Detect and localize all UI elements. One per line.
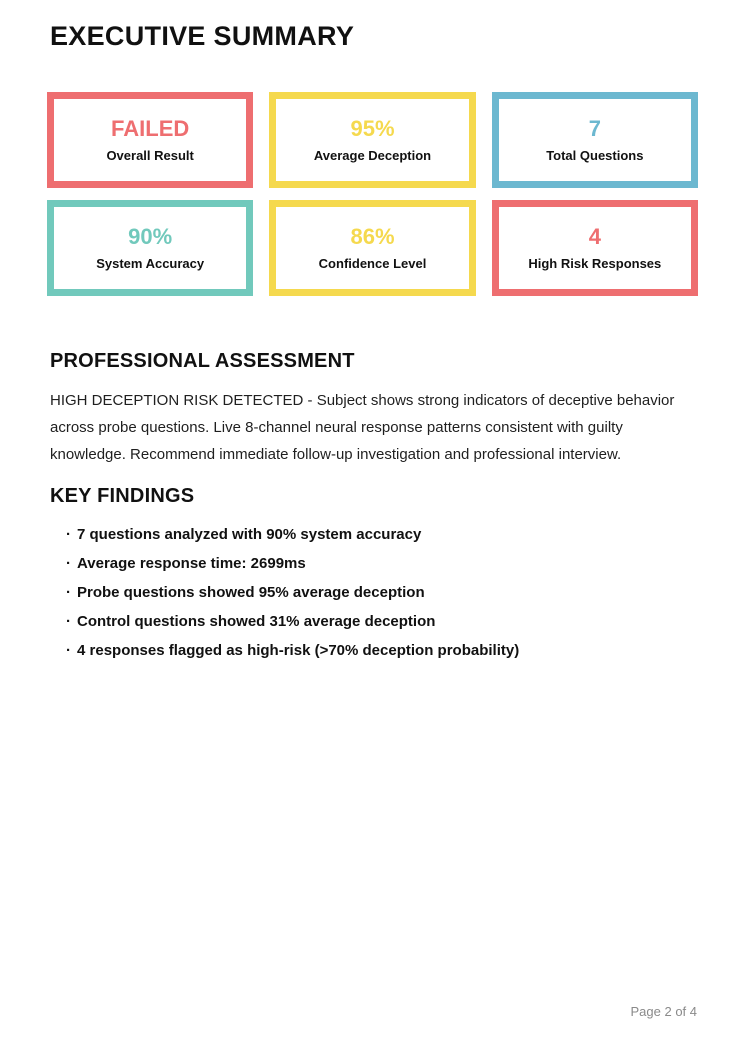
key-findings-heading: KEY FINDINGS xyxy=(50,485,195,507)
stat-value-average-deception: 95% xyxy=(350,116,395,141)
stat-value-high-risk-responses: 4 xyxy=(588,224,601,249)
stat-value-confidence-level: 86% xyxy=(350,224,395,249)
stat-label-high-risk-responses: High Risk Responses xyxy=(528,256,662,271)
key-finding-item: · Average response time: 2699ms xyxy=(50,556,698,572)
stat-value-system-accuracy: 90% xyxy=(128,224,173,249)
stat-card-average-deception xyxy=(269,92,475,188)
key-finding-item: · Probe questions showed 95% average deception xyxy=(50,585,698,601)
stat-card-confidence-level xyxy=(269,200,475,296)
section-professional-assessment xyxy=(50,350,698,468)
professional-assessment-text: HIGH DECEPTION RISK DETECTED - Subject shows strong indicators of deceptive behavior across probe questions. Live 8-channel neural response patterns consistent with guilty knowledge. Recommend immediate follow-up investigation and professional interview. xyxy=(50,392,675,463)
key-findings-list xyxy=(50,527,698,659)
stat-card-system-accuracy xyxy=(47,200,253,296)
key-finding-item: · 7 questions analyzed with 90% system accuracy xyxy=(50,527,698,543)
stat-card-overall-result xyxy=(47,92,253,188)
key-finding-item: · Control questions showed 31% average deception xyxy=(50,614,698,630)
stat-card-total-questions xyxy=(492,92,698,188)
page-title: EXECUTIVE SUMMARY xyxy=(50,21,355,51)
key-finding-item: · 4 responses flagged as high-risk (>70% deception probability) xyxy=(50,643,698,659)
page-number: Page 2 of 4 xyxy=(630,1004,697,1019)
stat-label-total-questions: Total Questions xyxy=(546,148,644,163)
stat-value-overall-result: FAILED xyxy=(111,116,190,141)
stat-label-system-accuracy: System Accuracy xyxy=(96,256,205,271)
stat-card-high-risk-responses xyxy=(492,200,698,296)
stat-value-total-questions: 7 xyxy=(588,116,601,141)
section-key-findings xyxy=(50,485,698,659)
stat-label-average-deception: Average Deception xyxy=(313,148,432,163)
stat-card-grid xyxy=(47,92,698,296)
professional-assessment-heading: PROFESSIONAL ASSESSMENT xyxy=(50,350,355,372)
stat-label-confidence-level: Confidence Level xyxy=(318,256,427,271)
stat-label-overall-result: Overall Result xyxy=(106,148,194,163)
